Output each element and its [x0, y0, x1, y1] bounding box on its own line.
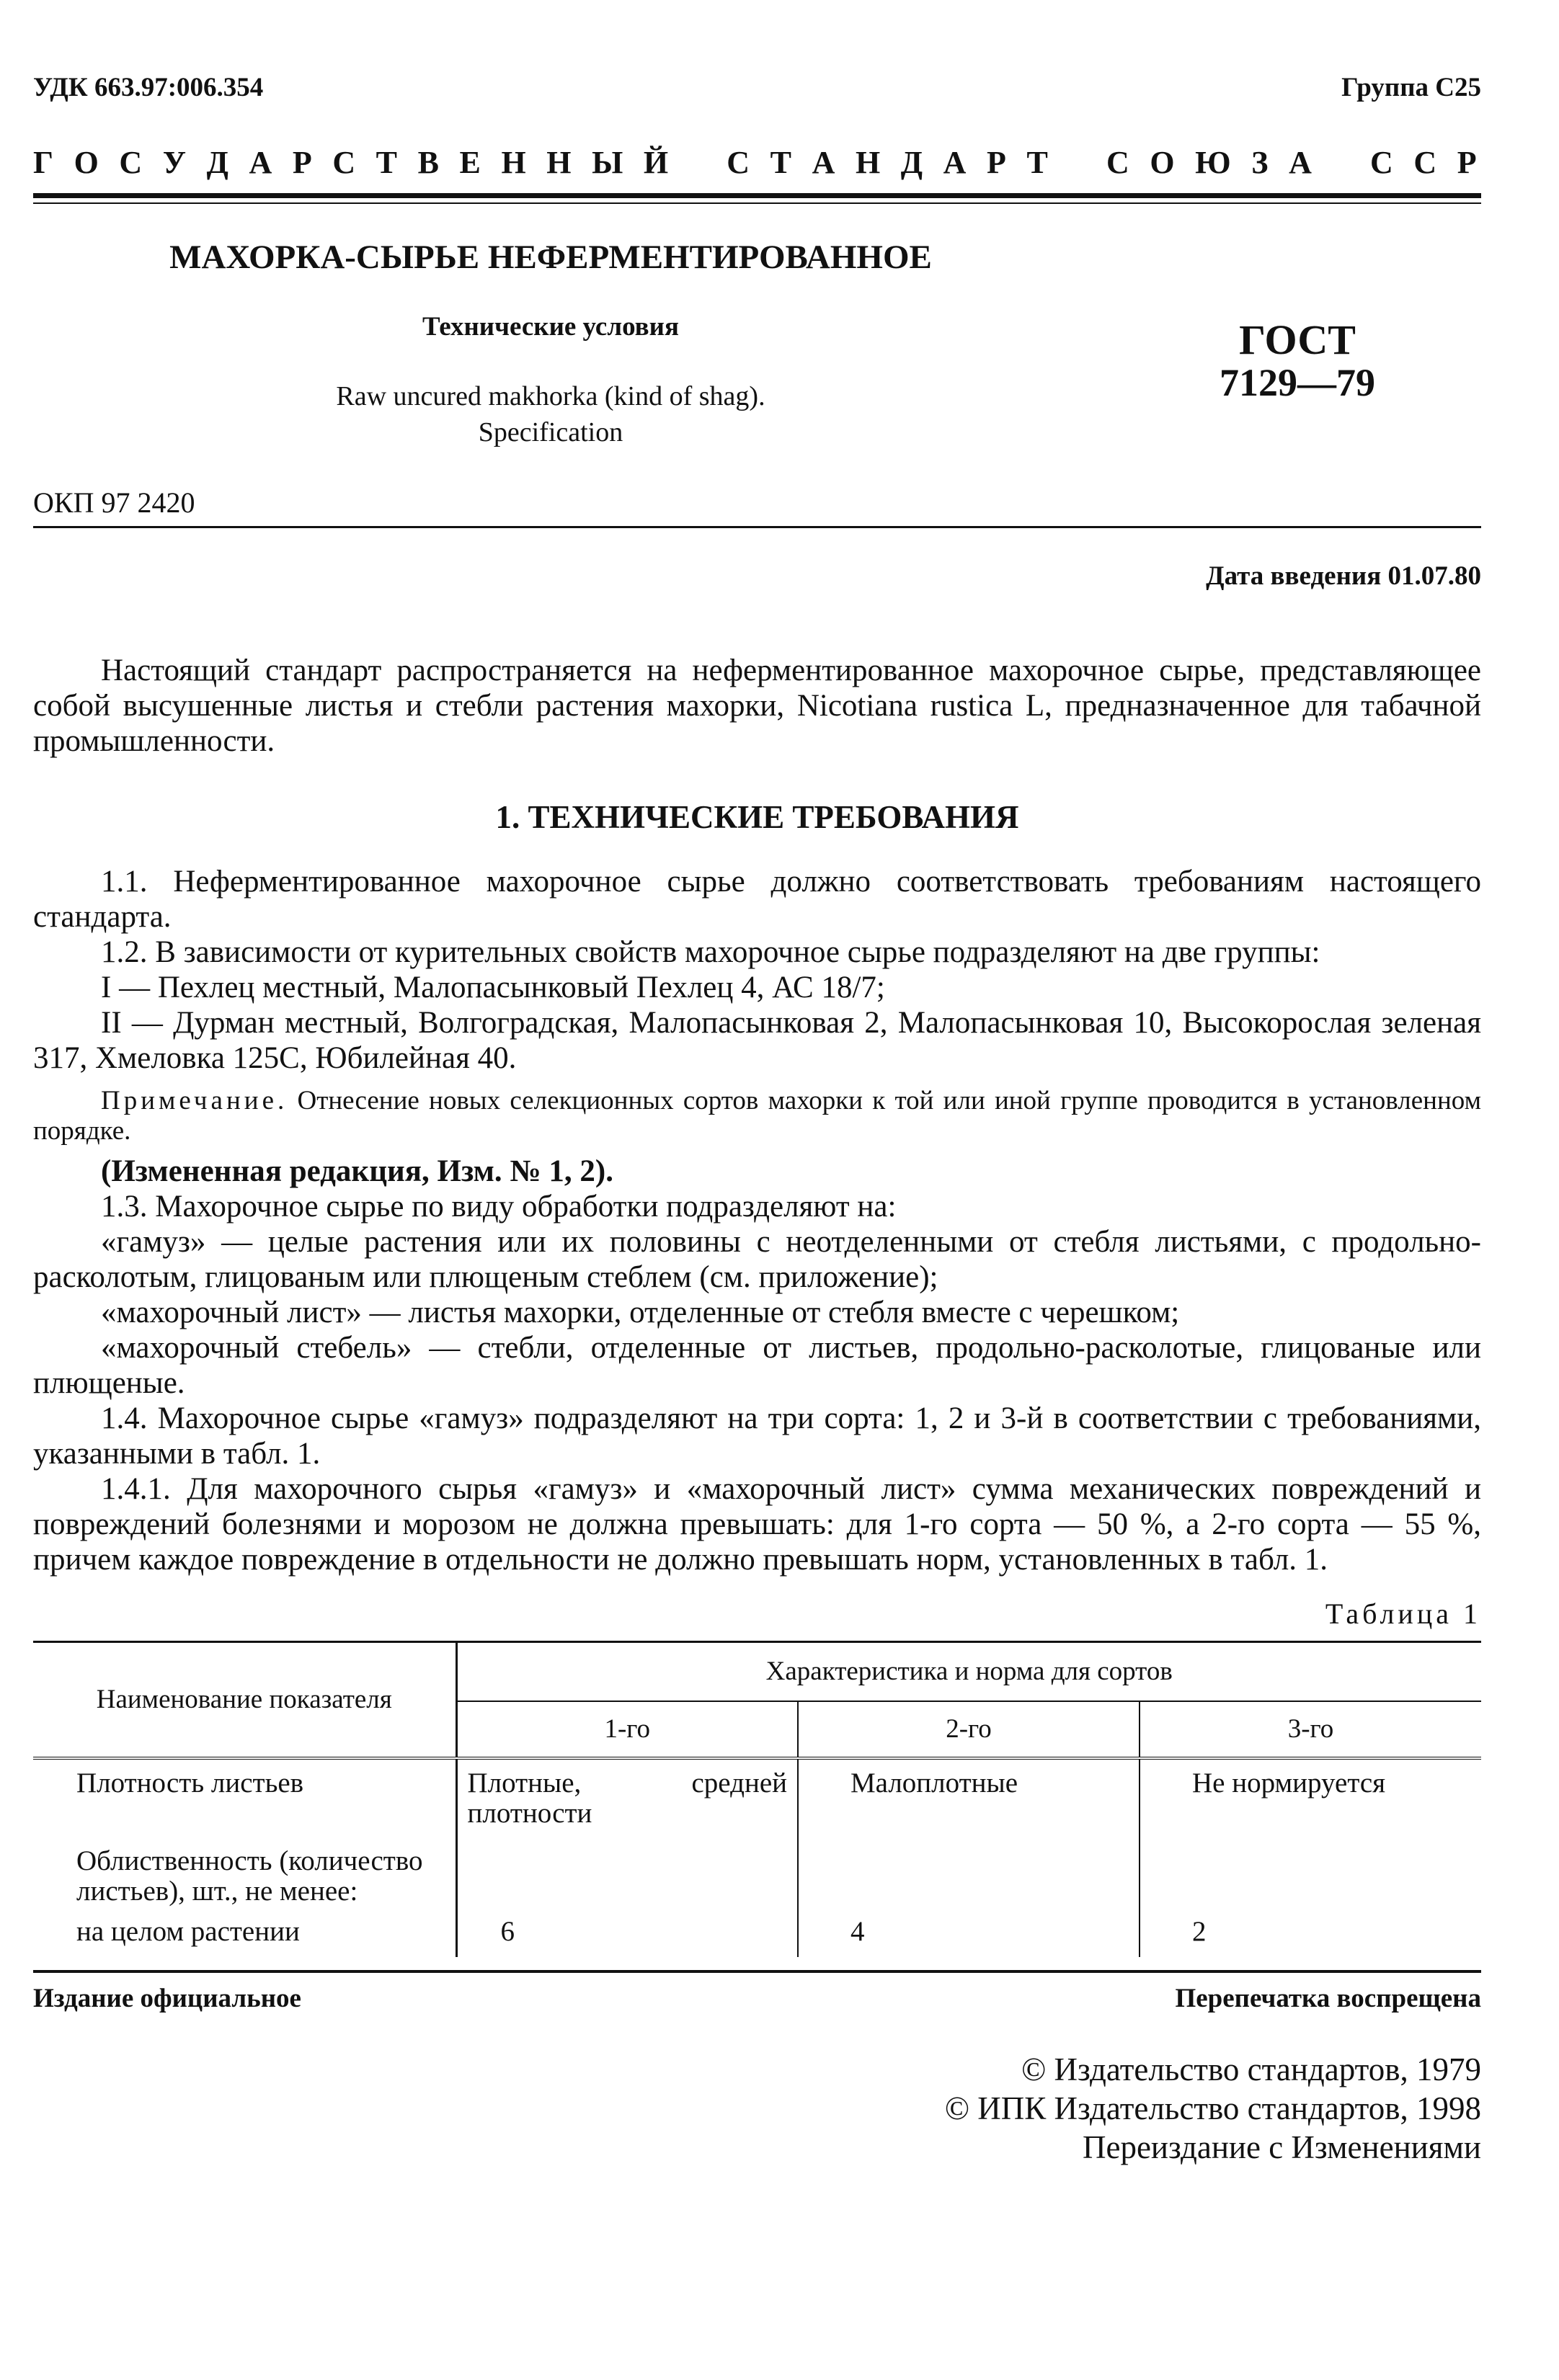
banner-letter: О [74, 145, 103, 180]
paragraph-1-3-leaf: «махорочный лист» — листья махорки, отделенные от стебля вместе с черешком; [101, 1296, 1180, 1329]
banner-letter: С [1370, 145, 1398, 180]
gost-label: ГОСТ [1239, 316, 1356, 363]
table-1 [33, 1641, 1481, 1957]
intro-block [33, 653, 1481, 759]
banner-letter: А [812, 145, 840, 180]
okp-code: ОКП 97 2420 [33, 486, 195, 519]
note [33, 1086, 1481, 1146]
row-value-grade-3: 2 [1140, 1907, 1481, 1957]
amended-edition: (Измененная редакция, Изм. № 1, 2). [101, 1154, 613, 1188]
header-rule-thin [33, 202, 1481, 204]
banner-letter: Т [1026, 145, 1052, 180]
paragraph-1-4: 1.4. Махорочное сырье «гамуз» подразделяют на три сорта: 1, 2 и 3-й в соответствии с требованиями, указанными в табл. 1. [33, 1401, 1481, 1471]
table-row [33, 1829, 1481, 1907]
paragraph-1-4-1: 1.4.1. Для махорочного сырья «гамуз» и «махорочный лист» сумма механических повреждений и повреждений болезнями и морозом не должна превышать: для 1-го сорта — 50 %, а 2-го сорта — 55 %, причем каждое повреждение в отдельности не должно превышать норм, установленных в табл. 1. [33, 1472, 1481, 1577]
english-title-line1: Raw uncured makhorka (kind of shag). [336, 381, 765, 411]
banner-letter: Д [900, 145, 928, 180]
paragraph-1-3-gamuz: «гамуз» — целые растения или их половины с неотделенными от стебля листьями, с продольно-расколотым, глицованым или плющеным стеблем (см. приложение); [33, 1225, 1481, 1294]
row-value-grade-1-text: Плотные, средней плотности [467, 1767, 787, 1829]
banner-letter: Н [546, 145, 576, 180]
banner-letter: С [119, 145, 147, 180]
intro-date: Дата введения 01.07.80 [1206, 561, 1481, 591]
reprint-prohibited: Перепечатка воспрещена [1175, 1984, 1481, 2013]
banner-letter [1068, 144, 1090, 181]
row-value-grade-2: Малоплотные [798, 1758, 1140, 1829]
banner-letter: О [1150, 145, 1179, 180]
note-label: Примечание. [101, 1086, 288, 1115]
banner-letter: Н [855, 145, 885, 180]
banner-letter: С [332, 145, 360, 180]
footer-rule [33, 1970, 1481, 1973]
row-name: Облиственность (количество листьев), шт., не менее: [76, 1845, 423, 1907]
copyright-1979: © Издательство стандартов, 1979 [1021, 2051, 1481, 2087]
official-edition: Издание официальное [33, 1984, 301, 2013]
banner-letter: С [727, 145, 755, 180]
section-1-content [33, 864, 1481, 1577]
paragraph-1-2-group-1: I — Пехлец местный, Малопасынковый Пехлец 4, АС 18/7; [101, 971, 885, 1004]
row-value-grade-2 [798, 1829, 1140, 1907]
banner-letter: Д [206, 145, 233, 180]
note-text: Отнесение новых селекционных сортов махорки к той или иной группе проводится в установленном порядке. [33, 1086, 1481, 1146]
banner-letter: А [249, 145, 277, 180]
reissue-note: Переиздание с Изменениями [1082, 2129, 1481, 2165]
banner-letter: Т [770, 145, 796, 180]
banner-letter: А [943, 145, 971, 180]
table-row [33, 1758, 1481, 1829]
paragraph-1-1: 1.1. Неферментированное махорочное сырье должно соответствовать требованиям настоящего стандарта. [33, 865, 1481, 934]
banner-letter: Р [1457, 145, 1481, 180]
paragraph-1-2: 1.2. В зависимости от курительных свойств махорочное сырье подразделяют на две группы: [101, 935, 1320, 969]
row-value-grade-1: 6 [456, 1907, 798, 1957]
row-value-grade-3: Не нормируется [1140, 1758, 1481, 1829]
gost-number: 7129—79 [1220, 361, 1375, 404]
okp-rule [33, 526, 1481, 528]
row-name: Плотность листьев [33, 1758, 456, 1829]
document-title: МАХОРКА-СЫРЬЕ НЕФЕРМЕНТИРОВАННОЕ [169, 239, 932, 276]
banner-letter: Т [376, 145, 402, 180]
paragraph-1-3: 1.3. Махорочное сырье по виду обработки подразделяют на: [101, 1190, 897, 1224]
group-code: Группа С25 [1341, 73, 1481, 102]
column-header-indicator: Наименование показателя [33, 1642, 456, 1758]
row-value-grade-2: 4 [798, 1907, 1140, 1957]
state-standard-banner [33, 144, 1481, 181]
banner-letter: Н [501, 145, 530, 180]
column-header-grade-2: 2-го [798, 1701, 1140, 1758]
column-header-grade-3: 3-го [1140, 1701, 1481, 1758]
banner-letter: Р [292, 145, 316, 180]
banner-letter: З [1251, 145, 1273, 180]
banner-letter: С [1413, 145, 1442, 180]
paragraph-1-3-stem: «махорочный стебель» — стебли, отделенные от листьев, продольно-расколотые, глицованые или плющеные. [33, 1331, 1481, 1400]
banner-letter: Й [643, 145, 673, 180]
row-value-grade-3 [1140, 1829, 1481, 1907]
banner-letter: Е [459, 145, 485, 180]
header-rule-thick [33, 193, 1481, 198]
column-header-grade-1: 1-го [456, 1701, 798, 1758]
section-1-heading: 1. ТЕХНИЧЕСКИЕ ТРЕБОВАНИЯ [495, 799, 1019, 835]
table-1-caption: Таблица 1 [1325, 1597, 1481, 1630]
table-row [33, 1907, 1481, 1957]
document-subtitle: Технические условия [422, 312, 679, 342]
udk-code: УДК 663.97:006.354 [33, 73, 264, 102]
intro-paragraph: Настоящий стандарт распространяется на неферментированное махорочное сырье, представляющее собой высушенные листья и стебли растения махорки, Nicotiana rustica L, предназначенное для табачной промышленности. [33, 654, 1481, 758]
column-header-grades: Характеристика и норма для сортов [456, 1642, 1481, 1701]
paragraph-1-2-group-2: II — Дурман местный, Волгоградская, Малопасынковая 2, Малопасынковая 10, Высокорослая зеленая 317, Хмеловка 125С, Юбилейная 40. [33, 1006, 1481, 1075]
banner-letter: А [1289, 145, 1316, 180]
row-value-grade-1 [456, 1758, 798, 1829]
banner-letter: Р [986, 145, 1011, 180]
english-title-line2: Specification [478, 417, 623, 447]
banner-letter: Ю [1195, 145, 1235, 180]
banner-letter: У [162, 145, 191, 180]
banner-letter: С [1106, 145, 1134, 180]
banner-letter: В [417, 145, 443, 180]
banner-letter: Г [33, 145, 58, 180]
banner-letter [1332, 144, 1354, 181]
row-name: на целом растении [76, 1915, 300, 1947]
banner-letter: Ы [592, 145, 628, 180]
copyright-1998: © ИПК Издательство стандартов, 1998 [944, 2090, 1481, 2126]
banner-letter [689, 144, 711, 181]
row-value-grade-1 [456, 1829, 798, 1907]
